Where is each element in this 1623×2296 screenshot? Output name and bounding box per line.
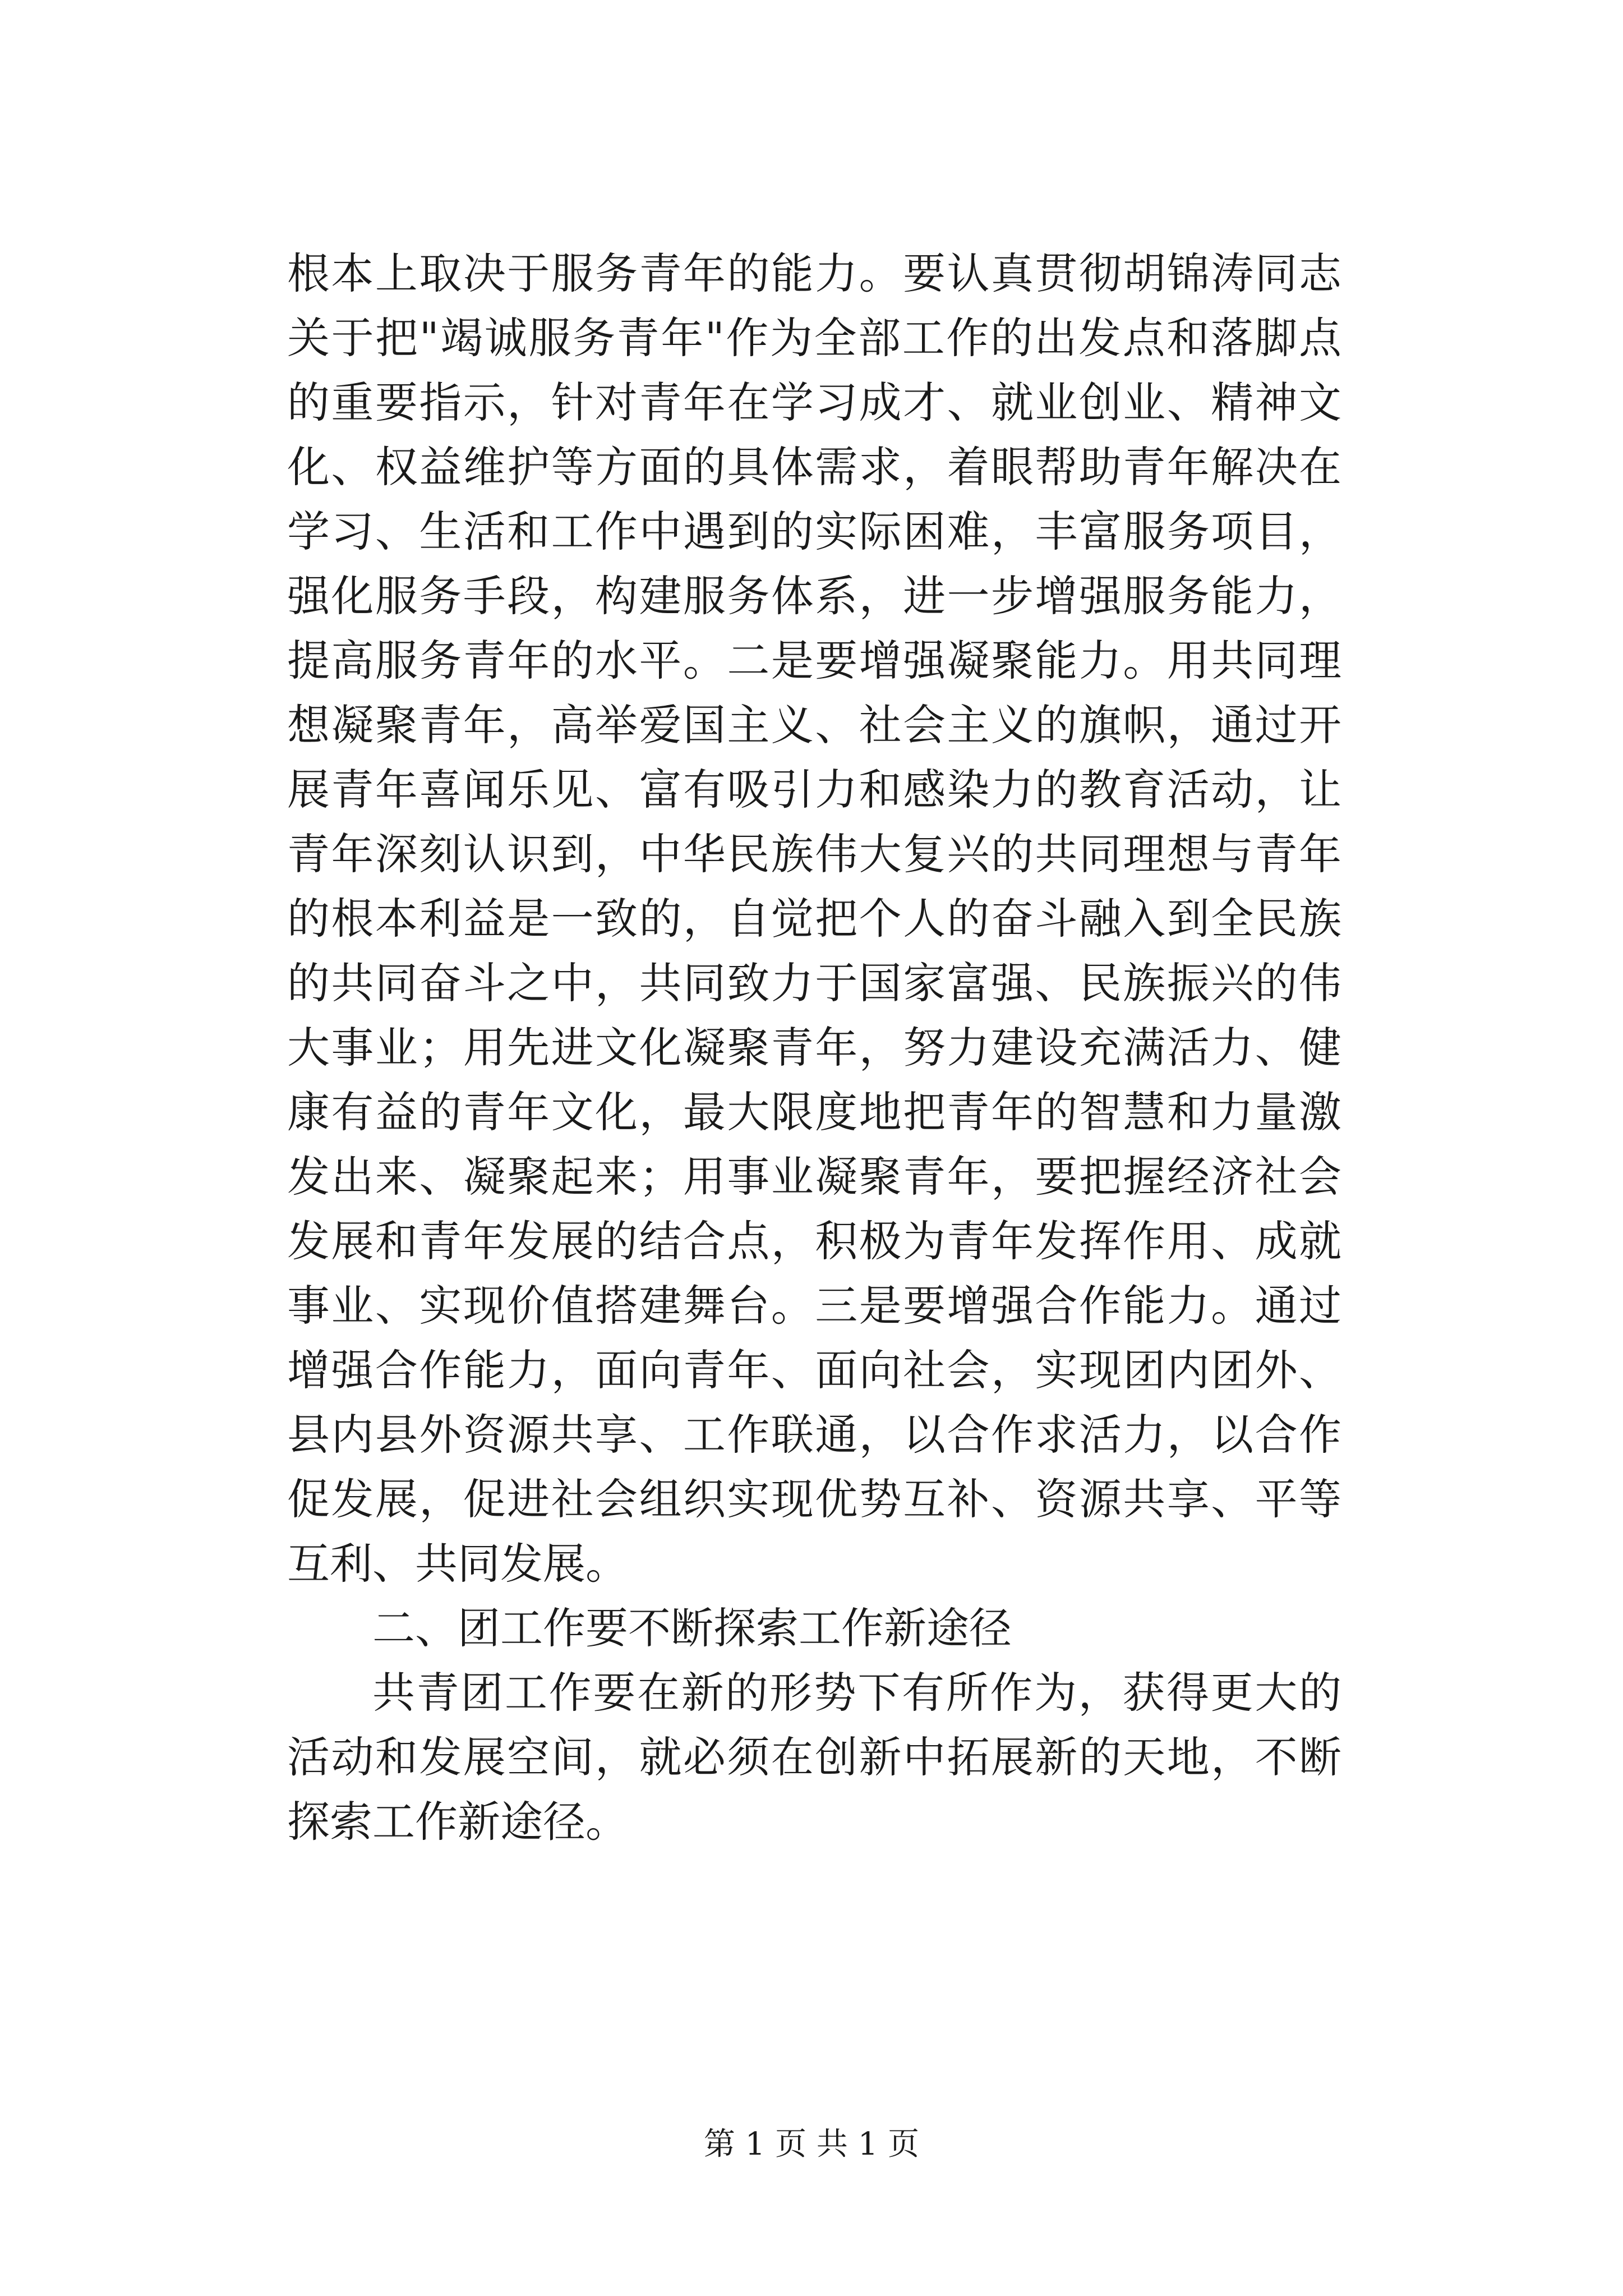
section-heading: 二、团工作要不断探索工作新途径: [372, 1603, 1012, 1653]
body-paragraph-1: 根本上取决于服务青年的能力。要认真贯彻胡锦涛同志关于把"竭诚服务青年"作为全部工作的出发点和落脚点的重要指示，针对青年在学习成才、就业创业、精神文化、权益维护等方面的具体需求，着眼帮助青年解决在学习、生活和工作中遇到的实际困难，丰富服务项目，强化服务手段，构建服务体系，进一步增强服务能力，提高服务青年的水平。二是要增强凝聚能力。用共同理想凝聚青年，高举爱国主义、社会主义的旗帜，通过开展青年喜闻乐见、富有吸引力和感染力的教育活动，让青年深刻认识到，中华民族伟大复兴的共同理想与青年的根本利益是一致的，自觉把个人的奋斗融入到全民族的共同奋斗之中，共同致力于国家富强、民族振兴的伟大事业；用先进文化凝聚青年，努力建设充满活力、健康有益的青年文化，最大限度地把青年的智慧和力量激发出来、凝聚起来；用事业凝聚青年，要把握经济社会发展和青年发展的结合点，积极为青年发挥作用、成就事业、实现价值搭建舞台。三是要增强合作能力。通过增强合作能力，面向青年、面向社会，实现团内团外、县内县外资源共享、工作联通，以合作求活力，以合作促发展，促进社会组织实现优势互补、资源共享、平等互利、共同发展。: [287, 249, 1341, 1589]
body-paragraph-2: 共青团工作要在新的形势下有所作为，获得更大的活动和发展空间，就必须在创新中拓展新的天地，不断探索工作新途径。: [287, 1668, 1341, 1847]
page-footer: [0, 2125, 1623, 2164]
document-body: [287, 241, 1341, 1854]
page-number: 第 1 页 共 1 页: [703, 2126, 920, 2162]
